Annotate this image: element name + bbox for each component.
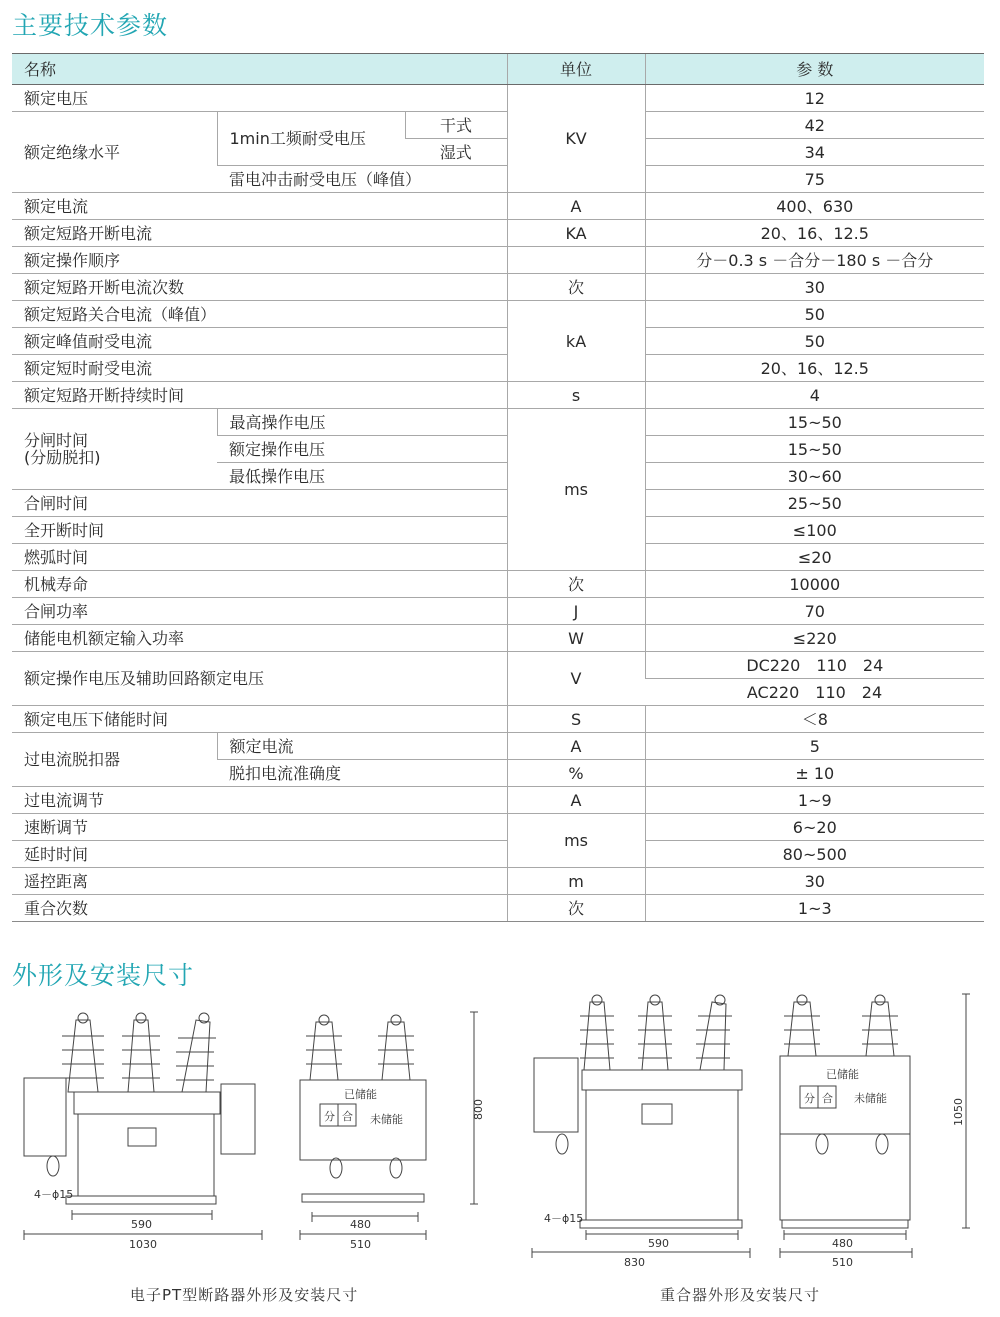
spec-table — [12, 53, 984, 922]
row-value: DC220 110 24 — [645, 652, 984, 679]
stored-label: 已储能 — [826, 1068, 859, 1081]
table-row — [12, 247, 984, 274]
row-unit: ms — [507, 409, 645, 571]
row-value: 4 — [645, 382, 984, 409]
row-unit: % — [507, 760, 645, 787]
table-row — [12, 274, 984, 301]
row-name-line1: 分闸时间 — [24, 431, 89, 450]
row-unit: A — [507, 787, 645, 814]
row-name: 过电流脱扣器 — [12, 733, 217, 787]
row-value: 5 — [645, 733, 984, 760]
insulator-right-icon — [696, 995, 732, 1070]
row-value: 400、630 — [645, 193, 984, 220]
row-unit: V — [507, 652, 645, 706]
table-row — [12, 193, 984, 220]
row-unit: KV — [507, 85, 645, 193]
right-box — [221, 1084, 255, 1154]
row-value: 50 — [645, 301, 984, 328]
row-subname: 额定操作电压 — [217, 436, 507, 463]
row-subname: 1min工频耐受电压 — [217, 112, 405, 166]
section-title-specs: 主要技术参数 — [12, 11, 169, 40]
row-name: 额定峰值耐受电流 — [12, 328, 507, 355]
row-name: 延时时间 — [12, 841, 507, 868]
row-value: 分－0.3 s －合分－180 s －合分 — [645, 247, 984, 274]
stored-label: 已储能 — [344, 1088, 377, 1101]
row-value: 10000 — [645, 571, 984, 598]
caption-recloser: 重合器外形及安装尺寸 — [660, 1286, 821, 1304]
not-stored-label: 未储能 — [854, 1092, 887, 1105]
ct-right — [390, 1158, 402, 1178]
ct-left — [47, 1156, 59, 1176]
dim-510-label: 510 — [350, 1238, 371, 1251]
row-unit: 次 — [507, 571, 645, 598]
row-name: 额定电压 — [12, 85, 507, 112]
row-unit: S — [507, 706, 645, 733]
open-button-label: 分 — [804, 1092, 815, 1105]
ct-right — [876, 1134, 888, 1154]
row-unit: A — [507, 733, 645, 760]
table-row — [12, 571, 984, 598]
row-name: 额定短路关合电流（峰值） — [12, 301, 507, 328]
row-name: 额定操作顺序 — [12, 247, 507, 274]
row-unit: KA — [507, 220, 645, 247]
section-title-dimensions: 外形及安装尺寸 — [12, 961, 195, 990]
row-value: ≤100 — [645, 517, 984, 544]
base — [782, 1220, 908, 1228]
close-button-label: 合 — [342, 1110, 353, 1123]
ct-left — [556, 1134, 568, 1154]
row-name: 储能电机额定输入功率 — [12, 625, 507, 652]
table-row — [12, 490, 984, 517]
table-row — [12, 787, 984, 814]
table-row — [12, 652, 984, 679]
row-value: 42 — [645, 112, 984, 139]
insulator-left-icon — [306, 1015, 342, 1080]
row-name: 燃弧时间 — [12, 544, 507, 571]
row-value: AC220 110 24 — [645, 679, 984, 706]
dim-830-label: 830 — [624, 1256, 645, 1269]
row-name: 全开断时间 — [12, 517, 507, 544]
row-name: 额定短路开断电流 — [12, 220, 507, 247]
row-value: ≤220 — [645, 625, 984, 652]
dim-480-label: 480 — [832, 1237, 853, 1250]
table-row — [12, 733, 984, 760]
open-button-label: 分 — [324, 1110, 335, 1123]
table-row — [12, 517, 984, 544]
row-name: 重合次数 — [12, 895, 507, 922]
row-unit: m — [507, 868, 645, 895]
base — [302, 1194, 424, 1202]
row-name: 额定短路开断电流次数 — [12, 274, 507, 301]
dim-1050-label: 1050 — [952, 1098, 965, 1126]
row-subname: 额定电流 — [217, 733, 507, 760]
base — [580, 1220, 742, 1228]
row-unit: s — [507, 382, 645, 409]
close-button-label: 合 — [822, 1092, 833, 1105]
header-value: 参 数 — [645, 54, 984, 85]
header-unit: 单位 — [507, 54, 645, 85]
breaker-body — [78, 1114, 214, 1196]
recloser-side-view-drawing — [770, 990, 980, 1278]
ct-left — [816, 1134, 828, 1154]
control-box — [534, 1058, 578, 1132]
row-name: 额定绝缘水平 — [12, 112, 217, 193]
row-unit: 次 — [507, 274, 645, 301]
row-value: ± 10 — [645, 760, 984, 787]
row-value: 1~3 — [645, 895, 984, 922]
table-row — [12, 868, 984, 895]
row-name: 机械寿命 — [12, 571, 507, 598]
row-unit: W — [507, 625, 645, 652]
row-value: 25~50 — [645, 490, 984, 517]
table-row — [12, 895, 984, 922]
table-row — [12, 355, 984, 382]
dim-1030-label: 1030 — [129, 1238, 157, 1251]
nameplate — [128, 1128, 156, 1146]
row-name: 合闸功率 — [12, 598, 507, 625]
dim-510-label: 510 — [832, 1256, 853, 1269]
row-value: 12 — [645, 85, 984, 112]
row-subname: 最低操作电压 — [217, 463, 507, 490]
table-row — [12, 85, 984, 112]
row-value: 30 — [645, 868, 984, 895]
row-name: 额定操作电压及辅助回路额定电压 — [12, 652, 507, 706]
header-name: 名称 — [12, 54, 507, 85]
table-row — [12, 841, 984, 868]
recloser-body — [586, 1090, 738, 1220]
breaker-front-view-drawing — [16, 1008, 276, 1258]
insulator-left-icon — [784, 995, 820, 1056]
row-value: 34 — [645, 139, 984, 166]
table-row — [12, 625, 984, 652]
dim-800-label: 800 — [472, 1099, 485, 1120]
row-name: 额定电流 — [12, 193, 507, 220]
table-row — [12, 706, 984, 733]
insulator-center-icon — [638, 995, 672, 1070]
recloser-front-view-drawing — [528, 990, 760, 1278]
insulator-left-icon — [62, 1013, 104, 1092]
row-unit: A — [507, 193, 645, 220]
row-subname: 脱扣电流准确度 — [217, 760, 507, 787]
table-row — [12, 814, 984, 841]
row-value: 15~50 — [645, 409, 984, 436]
top-plate — [74, 1092, 220, 1114]
row-value: 80~500 — [645, 841, 984, 868]
caption-breaker: 电子PT型断路器外形及安装尺寸 — [130, 1286, 359, 1304]
top-plate — [582, 1070, 742, 1090]
row-name: 遥控距离 — [12, 868, 507, 895]
row-subname: 雷电冲击耐受电压（峰值） — [217, 166, 507, 193]
row-value: 30 — [645, 274, 984, 301]
holes-label: 4－ϕ15 — [34, 1188, 74, 1201]
table-row — [12, 409, 984, 436]
ct-left — [330, 1158, 342, 1178]
row-unit: 次 — [507, 895, 645, 922]
row-name: 额定短时耐受电流 — [12, 355, 507, 382]
row-value: ＜8 — [645, 706, 984, 733]
table-row — [12, 544, 984, 571]
row-subname: 湿式 — [405, 139, 507, 166]
insulator-left-icon — [580, 995, 614, 1070]
holes-label: 4－ϕ15 — [544, 1212, 584, 1225]
dim-480-label: 480 — [350, 1218, 371, 1231]
row-name: 额定电压下储能时间 — [12, 706, 507, 733]
breaker-side-view-drawing — [284, 1008, 494, 1258]
dim-590-label: 590 — [648, 1237, 669, 1250]
row-unit: ms — [507, 814, 645, 868]
table-header-row — [12, 54, 984, 85]
nameplate — [642, 1104, 672, 1124]
table-row — [12, 301, 984, 328]
row-name: 额定短路开断持续时间 — [12, 382, 507, 409]
row-name-line2: (分励脱扣) — [24, 448, 101, 467]
row-value: 75 — [645, 166, 984, 193]
row-value: 70 — [645, 598, 984, 625]
side-body-bottom — [780, 1134, 910, 1220]
row-value: 6~20 — [645, 814, 984, 841]
row-name: 合闸时间 — [12, 490, 507, 517]
row-unit: J — [507, 598, 645, 625]
row-value: ≤20 — [645, 544, 984, 571]
table-row — [12, 382, 984, 409]
row-unit: kA — [507, 301, 645, 382]
table-row — [12, 112, 984, 139]
row-subname: 最高操作电压 — [217, 409, 507, 436]
insulator-right-icon — [862, 995, 898, 1056]
row-name: 过电流调节 — [12, 787, 507, 814]
insulator-right-icon — [378, 1015, 414, 1080]
row-value: 1~9 — [645, 787, 984, 814]
row-value: 50 — [645, 328, 984, 355]
table-row — [12, 598, 984, 625]
not-stored-label: 未储能 — [370, 1113, 403, 1126]
insulator-center-icon — [122, 1013, 160, 1092]
base — [66, 1196, 216, 1204]
left-box — [24, 1078, 66, 1156]
dim-590-label: 590 — [131, 1218, 152, 1231]
row-value: 15~50 — [645, 436, 984, 463]
row-subname: 干式 — [405, 112, 507, 139]
row-name: 速断调节 — [12, 814, 507, 841]
row-name — [12, 409, 217, 490]
row-value: 20、16、12.5 — [645, 220, 984, 247]
insulator-right-icon — [176, 1013, 216, 1092]
row-value: 30~60 — [645, 463, 984, 490]
row-unit — [507, 247, 645, 274]
table-row — [12, 328, 984, 355]
row-value: 20、16、12.5 — [645, 355, 984, 382]
table-row — [12, 220, 984, 247]
